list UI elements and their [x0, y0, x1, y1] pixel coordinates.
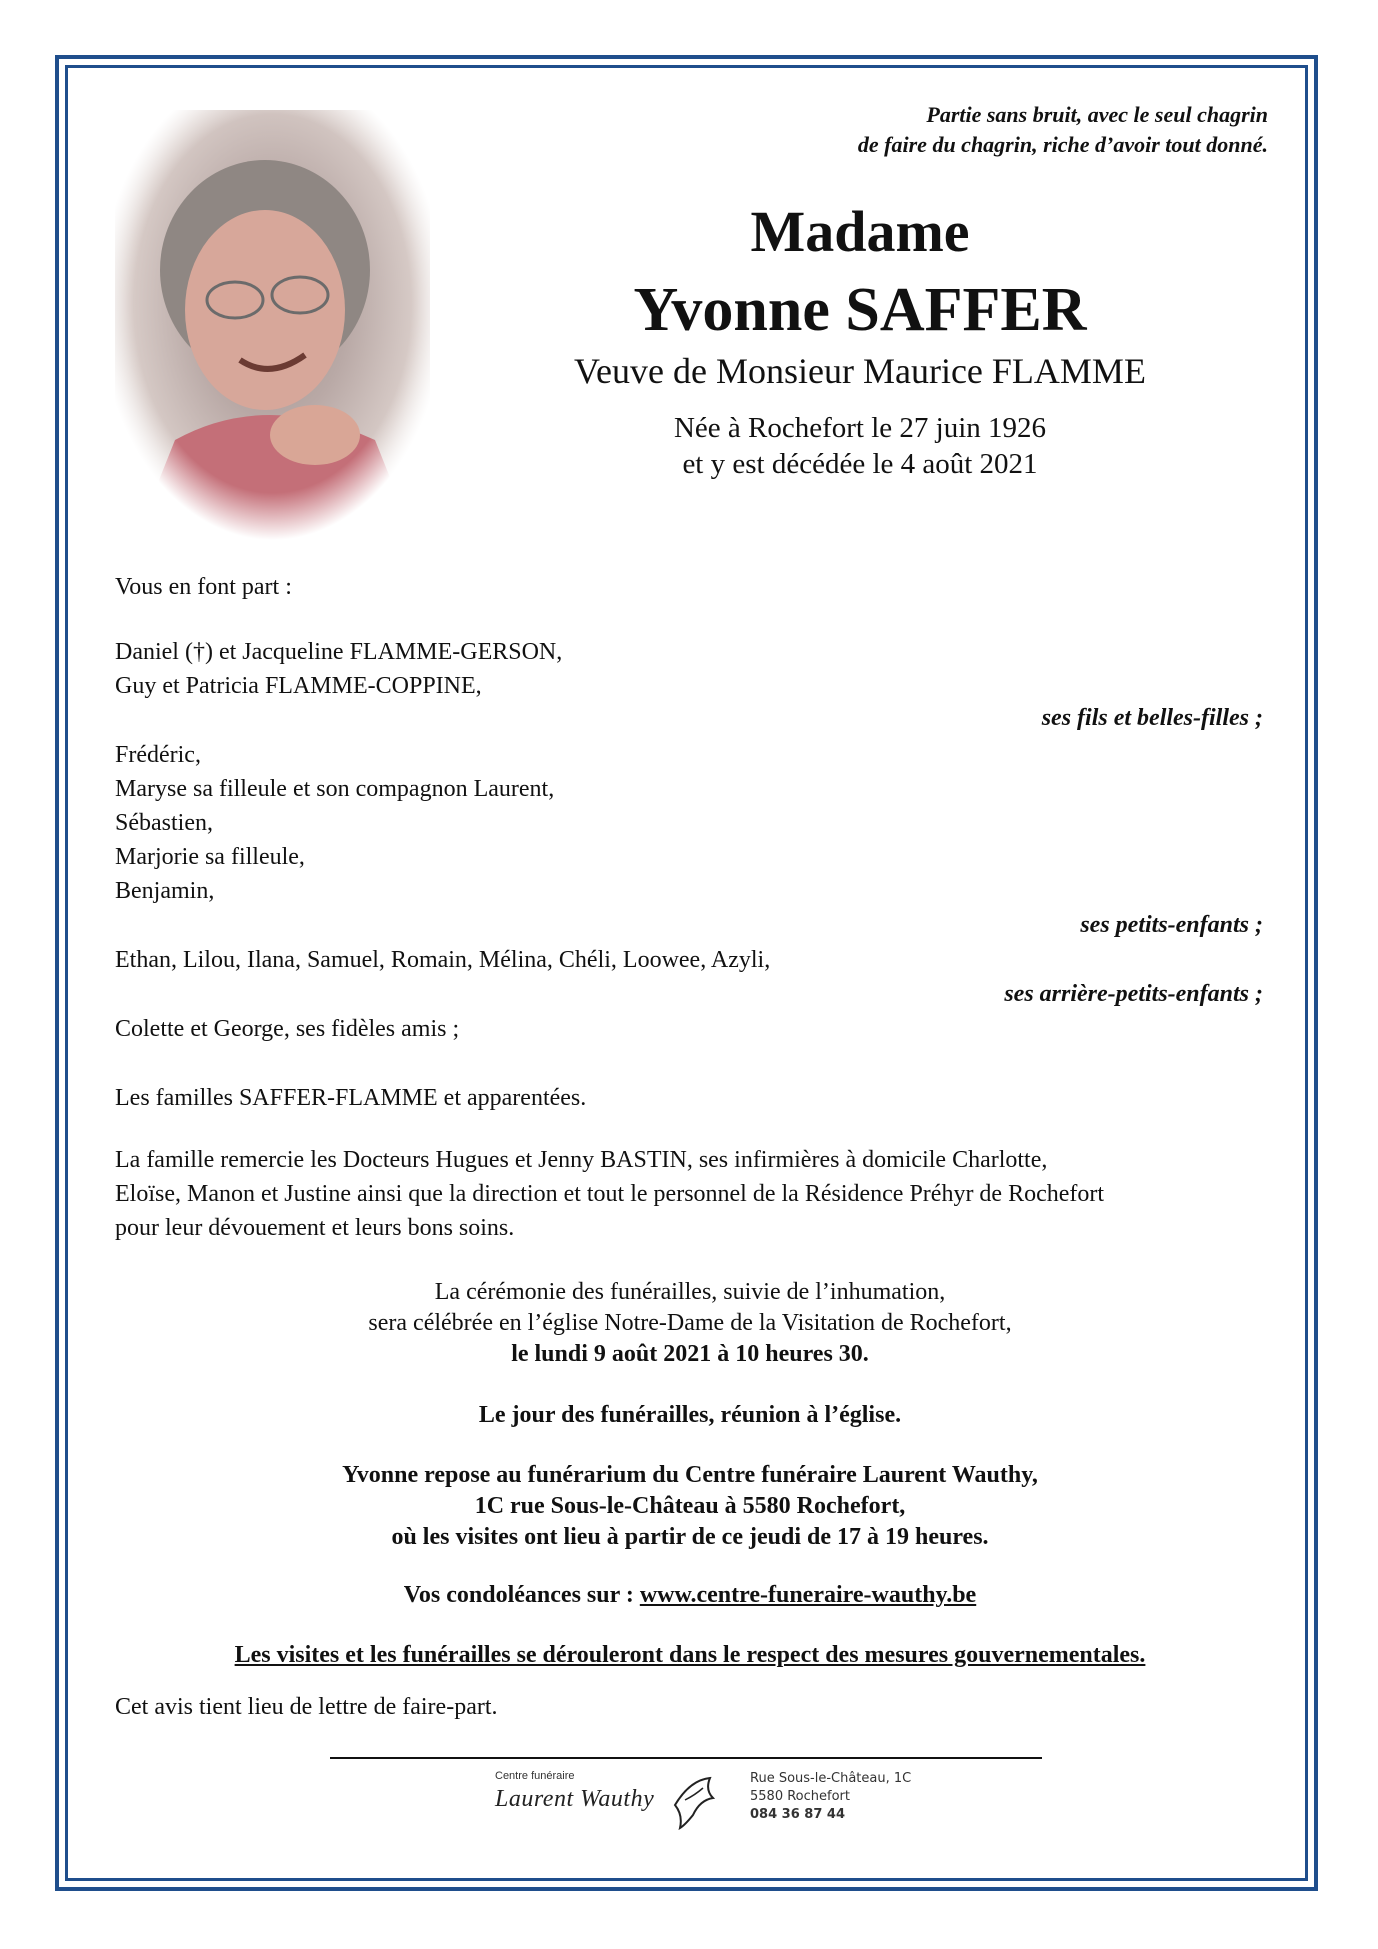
rest-line: où les visites ont lieu à partir de ce jeudi de 17 à 19 heures.: [391, 1524, 989, 1550]
condolences-label: Vos condoléances sur :: [403, 1582, 640, 1608]
rest-info: [115, 1460, 1265, 1553]
title-madame: Madame: [750, 199, 970, 264]
address-line: 5580 Rochefort: [750, 1789, 850, 1804]
ceremony-line: sera célébrée en l’église Notre-Dame de la Visitation de Rochefort,: [368, 1310, 1012, 1336]
measures-notice: Les visites et les funérailles se dérouleront dans le respect des mesures gouvernementales.: [234, 1642, 1146, 1668]
logo-caption: Centre funéraire: [495, 1770, 575, 1782]
grandchild-line: Frédéric,: [115, 742, 201, 768]
grandchildren-relation: ses petits-enfants ;: [1080, 912, 1263, 938]
deceased-name: Yvonne SAFFER: [633, 276, 1087, 344]
grandchild-line: Maryse sa filleule et son compagnon Laurent,: [115, 776, 555, 802]
ceremony-info: [115, 1277, 1265, 1370]
sons-list: [115, 635, 1265, 703]
sons-line: Daniel (†) et Jacqueline FLAMME-GERSON,: [115, 639, 563, 665]
families-line: Les familles SAFFER-FLAMME et apparentées.: [115, 1085, 587, 1111]
announce-intro: Vous en font part :: [115, 574, 292, 600]
thanks-line: pour leur dévouement et leurs bons soins.: [115, 1215, 515, 1241]
funeral-home-logo: [495, 1770, 935, 1832]
sons-line: Guy et Patricia FLAMME-COPPINE,: [115, 673, 482, 699]
thanks-line: Eloïse, Manon et Justine ainsi que la direction et tout le personnel de la Résidence Préhyr de Rochefort: [115, 1181, 1105, 1207]
ceremony-line: La cérémonie des funérailles, suivie de l’inhumation,: [434, 1279, 946, 1305]
thanks-line: La famille remercie les Docteurs Hugues et Jenny BASTIN, ses infirmières à domicile Charlotte,: [115, 1147, 1048, 1173]
friends-line: Colette et George, ses fidèles amis ;: [115, 1016, 460, 1042]
grandchildren-list: [115, 738, 1265, 908]
footer-divider: [330, 1757, 1042, 1759]
meeting-info: Le jour des funérailles, réunion à l’église.: [478, 1402, 902, 1428]
grandchild-line: Marjorie sa filleule,: [115, 844, 305, 870]
sons-relation: ses fils et belles-filles ;: [1041, 705, 1263, 731]
death-info: et y est décédée le 4 août 2021: [682, 448, 1038, 480]
great-grandchildren-relation: ses arrière-petits-enfants ;: [1004, 981, 1263, 1007]
epigraph: [668, 100, 1268, 160]
portrait-photo: [115, 110, 430, 540]
widow-of: Veuve de Monsieur Maurice FLAMME: [574, 351, 1146, 391]
grandchild-line: Benjamin,: [115, 878, 215, 904]
epigraph-line-1: Partie sans bruit, avec le seul chagrin: [926, 102, 1268, 127]
rest-line: 1C rue Sous-le-Château à 5580 Rochefort,: [474, 1493, 906, 1519]
dove-icon: [665, 1770, 720, 1830]
address-line: Rue Sous-le-Château, 1C: [750, 1771, 912, 1786]
great-grandchildren-list: Ethan, Lilou, Ilana, Samuel, Romain, Mélina, Chéli, Loowee, Azyli,: [115, 947, 771, 973]
ceremony-date: le lundi 9 août 2021 à 10 heures 30.: [511, 1341, 869, 1367]
birth-info: Née à Rochefort le 27 juin 1926: [673, 412, 1047, 444]
grandchild-line: Sébastien,: [115, 810, 213, 836]
condolences-line: [115, 1580, 1265, 1611]
closing-line: Cet avis tient lieu de lettre de faire-part.: [115, 1694, 498, 1720]
condolences-link[interactable]: www.centre-funeraire-wauthy.be: [639, 1582, 977, 1608]
rest-line: Yvonne repose au funérarium du Centre funéraire Laurent Wauthy,: [342, 1462, 1038, 1488]
phone-number: 084 36 87 44: [750, 1807, 845, 1822]
footer-address: [750, 1770, 911, 1824]
logo-script-name: Laurent Wauthy: [495, 1786, 655, 1812]
epigraph-line-2: de faire du chagrin, riche d’avoir tout donné.: [857, 132, 1268, 157]
thanks-paragraph: [115, 1143, 1265, 1245]
